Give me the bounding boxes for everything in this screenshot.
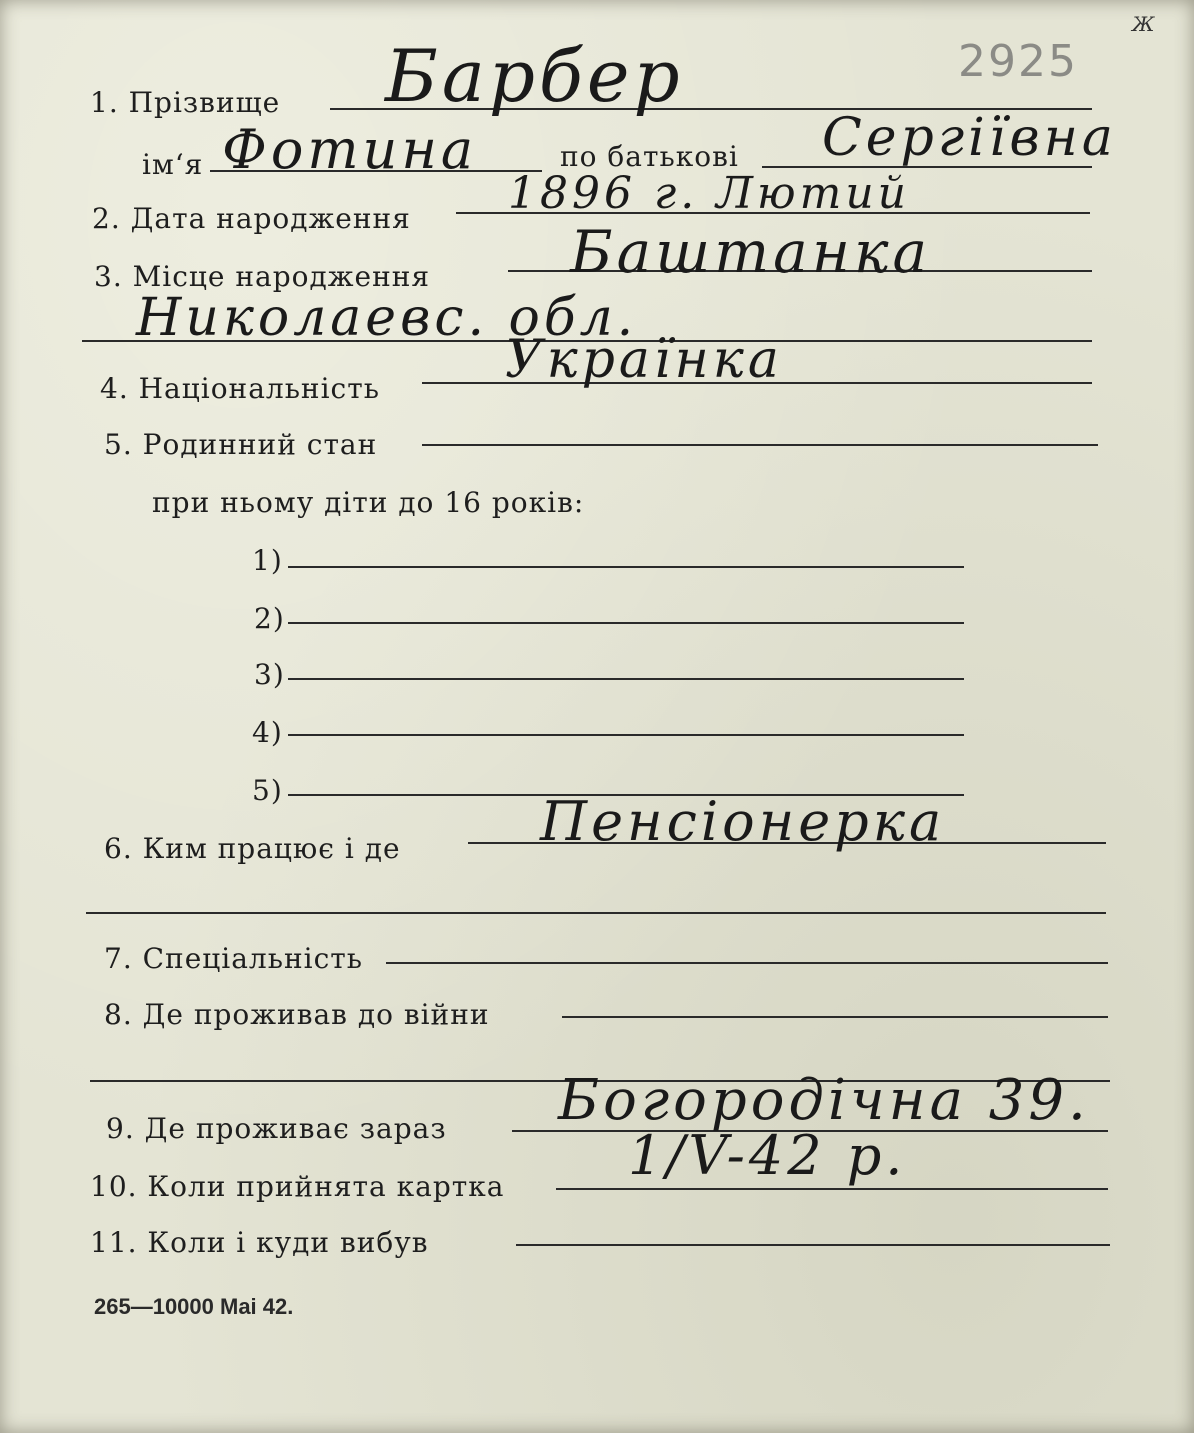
child-3-label: 3) xyxy=(254,658,285,691)
accepted-line xyxy=(556,1188,1108,1190)
accepted-label: 10. Коли прийнята картка xyxy=(90,1170,505,1203)
departed-label: 11. Коли і куди вибув xyxy=(90,1226,429,1259)
current-label: 9. Де проживає зараз xyxy=(106,1112,447,1145)
marital-label: 5. Родинний стан xyxy=(104,428,378,461)
specialty-label: 7. Спеціальність xyxy=(104,942,363,975)
name-value: Фотина xyxy=(222,118,478,181)
patronymic-label: по батькові xyxy=(560,140,739,173)
work-value: Пенсіонерка xyxy=(540,790,946,853)
child-5-label: 5) xyxy=(252,774,283,807)
surname-label: 1. Прізвище xyxy=(90,86,281,119)
pencil-archive-number: 2925 xyxy=(958,36,1078,87)
child-2-label: 2) xyxy=(254,602,285,635)
birthplace-value-2: Николаевс. обл. xyxy=(136,288,638,348)
birthdate-value: 1896 г. Лютий xyxy=(508,168,911,219)
surname-value: Барбер xyxy=(385,34,684,118)
nationality-label: 4. Національність xyxy=(100,372,380,405)
child-3-line xyxy=(288,678,964,680)
patronymic-value: Сергіївна xyxy=(822,108,1117,168)
corner-mark: Ж xyxy=(1132,12,1155,36)
departed-line xyxy=(516,1244,1110,1246)
current-value: Богородічна 39. xyxy=(558,1068,1090,1133)
printer-imprint: 265—10000 Mai 42. xyxy=(94,1294,294,1319)
child-4-label: 4) xyxy=(252,716,283,749)
birthplace-label: 3. Місце народження xyxy=(94,260,431,293)
marital-line xyxy=(422,444,1098,446)
birthdate-label: 2. Дата народження xyxy=(92,202,411,235)
nationality-value: Українка xyxy=(505,330,783,390)
work-label: 6. Ким працює і де xyxy=(104,832,401,865)
child-4-line xyxy=(288,734,964,736)
children-label: при ньому діти до 16 років: xyxy=(152,486,585,519)
prewar-label: 8. Де проживав до війни xyxy=(104,998,490,1031)
work-line-2 xyxy=(86,912,1106,914)
birthplace-value-1: Баштанка xyxy=(570,218,932,286)
prewar-line xyxy=(562,1016,1108,1018)
child-1-line xyxy=(288,566,964,568)
child-1-label: 1) xyxy=(252,544,283,577)
child-2-line xyxy=(288,622,964,624)
name-label: ім‘я xyxy=(142,148,204,181)
accepted-value: 1/V-42 р. xyxy=(628,1124,907,1187)
specialty-line xyxy=(386,962,1108,964)
